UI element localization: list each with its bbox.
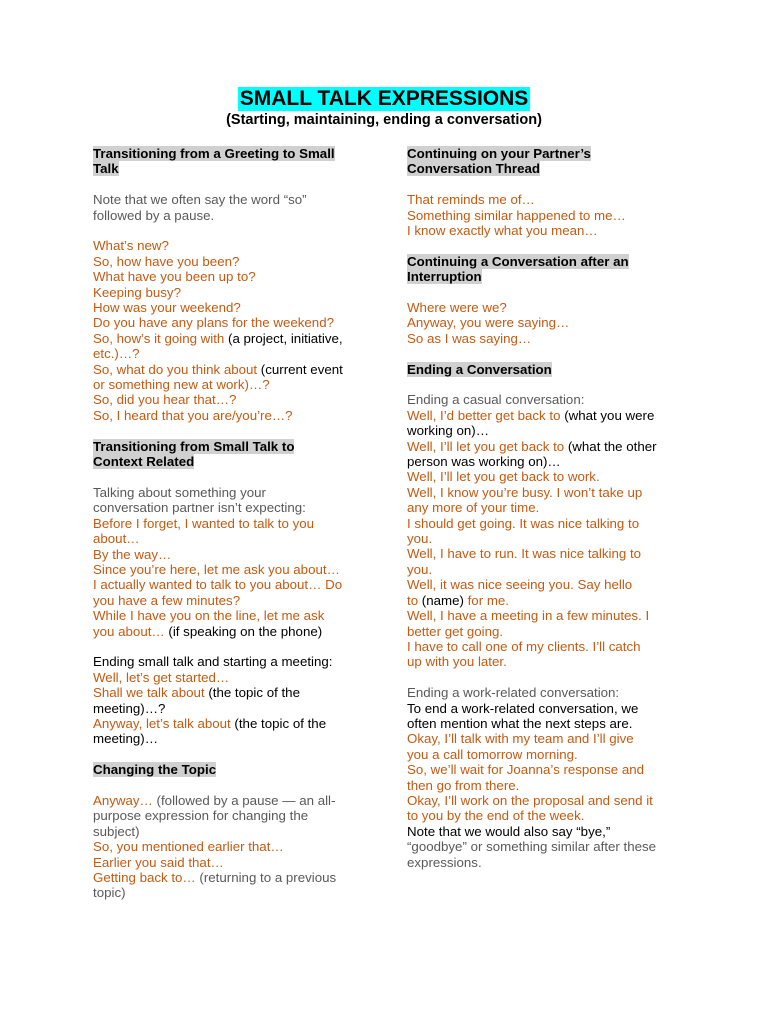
expression: Well, I’d better get back to <box>407 407 561 423</box>
expression-line <box>93 685 365 700</box>
expression: I have to call one of my clients. I’ll catch <box>407 638 641 654</box>
expression-note: (returning to a previous <box>195 869 337 885</box>
expression-line <box>407 439 683 454</box>
expression-note: (the topic of the <box>204 685 300 701</box>
expression-note: (name) <box>418 592 468 608</box>
expression: I know exactly what you mean… <box>407 223 598 239</box>
expression: Well, it was nice seeing you. Say hello <box>407 577 633 593</box>
expression: How was your weekend? <box>93 300 241 316</box>
expression: Well, I have to run. It was nice talking to <box>407 546 642 562</box>
expression: Before I forget, I wanted to talk to you <box>93 515 315 531</box>
title-wrap <box>0 87 768 111</box>
heading-line: Changing the Topic <box>93 762 217 778</box>
expression: Well, I’ll let you get back to <box>407 438 565 454</box>
expression-note: (if speaking on the phone) <box>164 623 323 639</box>
note-line: Note that we would also say “bye,” <box>407 823 611 839</box>
expression: Earlier you said that… <box>93 854 224 870</box>
expression: Anyway, you were saying… <box>407 315 570 331</box>
section-partner-thread <box>407 146 683 238</box>
section-after-interruption <box>407 254 683 346</box>
expression-line <box>93 870 365 885</box>
expression: for me. <box>467 592 509 608</box>
section-changing-topic <box>93 762 365 901</box>
expression-line <box>93 716 365 731</box>
expression-line <box>93 331 365 346</box>
expression-line <box>93 793 365 808</box>
note-line: often mention what the next steps are. <box>407 715 633 731</box>
expression: Keeping busy? <box>93 284 181 300</box>
expression-note: (a project, initiative, <box>224 330 343 346</box>
note-line: To end a work-related conversation, we <box>407 700 639 716</box>
expression-note: meeting)…? <box>93 700 166 716</box>
expression-line <box>93 624 365 639</box>
section-greeting-to-small-talk <box>93 146 365 423</box>
expression: you about… <box>93 623 165 639</box>
expression-note: (what the other <box>564 438 657 454</box>
expression: you a call tomorrow morning. <box>407 746 578 762</box>
expression: So, how’s it going with <box>93 330 225 346</box>
expression-note: subject) <box>93 823 140 839</box>
heading-line: Continuing on your Partner’s <box>407 146 591 161</box>
expression: to <box>407 592 419 608</box>
section-heading <box>93 762 365 777</box>
expression: So, how have you been? <box>93 253 240 269</box>
expression: Well, I’ll let you get back to work. <box>407 469 600 485</box>
heading-line: Transitioning from a Greeting to Small <box>93 146 335 161</box>
note-line: followed by a pause. <box>93 207 215 223</box>
expression: Where were we? <box>407 300 507 316</box>
expression: etc.)…? <box>93 346 140 362</box>
note-line: Talking about something your <box>93 484 266 500</box>
right-column <box>407 146 683 885</box>
expression: about… <box>93 531 140 547</box>
section-heading <box>93 146 365 177</box>
expression: then go from there. <box>407 777 520 793</box>
expression-note: (the topic of the <box>230 715 327 731</box>
expression-note: (current event <box>257 361 343 377</box>
expression-line <box>407 593 683 608</box>
expression: So, we’ll wait for Joanna’s response and <box>407 762 645 778</box>
page-subtitle: (Starting, maintaining, ending a conversation) <box>226 112 542 128</box>
expression: Something similar happened to me… <box>407 207 626 223</box>
note-line: Ending a work-related conversation: <box>407 685 620 701</box>
expression-note: working on)… <box>407 423 490 439</box>
expression: While I have you on the line, let me ask <box>93 608 325 624</box>
expression: I should get going. It was nice talking to <box>407 515 640 531</box>
expression-note: (what you were <box>560 407 655 423</box>
expression: Since you’re here, let me ask you about… <box>93 561 340 577</box>
expression: So, what do you think about <box>93 361 258 377</box>
expression: Shall we talk about <box>93 685 205 701</box>
expression: Do you have any plans for the weekend? <box>93 315 334 331</box>
note-line: “goodbye” or something similar after these <box>407 839 657 855</box>
heading-line: Context Related <box>93 454 195 470</box>
section-small-talk-to-context <box>93 439 365 747</box>
heading-line: Conversation Thread <box>407 161 540 177</box>
heading-line: Interruption <box>407 269 482 285</box>
expression: or something new at work)…? <box>93 377 270 393</box>
expression: Well, I know you’re busy. I won’t take up <box>407 484 643 500</box>
expression-line <box>407 408 683 423</box>
expression-note: person was working on)… <box>407 454 561 470</box>
expression-note: meeting)… <box>93 731 159 747</box>
left-column <box>93 146 365 916</box>
expression: you. <box>407 531 433 547</box>
expression: you have a few minutes? <box>93 592 241 608</box>
expression: Anyway, let’s talk about <box>93 715 231 731</box>
expression: What have you been up to? <box>93 269 256 285</box>
note-line: conversation partner isn’t expecting: <box>93 500 306 516</box>
expression: Well, let’s get started… <box>93 669 230 685</box>
section-heading <box>407 362 683 377</box>
expression: any more of your time. <box>407 500 540 516</box>
section-ending-conversation <box>407 362 683 870</box>
expression: So, did you hear that…? <box>93 392 237 408</box>
note-line: Note that we often say the word “so” <box>93 192 307 208</box>
section-heading <box>407 254 683 285</box>
note-line: Ending small talk and starting a meeting: <box>93 654 333 670</box>
expression: I actually wanted to talk to you about… Do <box>93 577 343 593</box>
expression: to you by the end of the week. <box>407 808 585 824</box>
heading-line: Talk <box>93 161 119 177</box>
expression: up with you later. <box>407 654 507 670</box>
expression-note: (followed by a pause — an all- <box>152 792 336 808</box>
expression: Okay, I’ll work on the proposal and send it <box>407 792 653 808</box>
expression: you. <box>407 561 433 577</box>
expression: By the way… <box>93 546 172 562</box>
section-heading <box>407 146 683 177</box>
expression-note: purpose expression for changing the <box>93 808 309 824</box>
expression: What’s new? <box>93 238 169 254</box>
expression-note: topic) <box>93 885 126 901</box>
expression: So as I was saying… <box>407 330 532 346</box>
heading-line: Continuing a Conversation after an <box>407 253 629 269</box>
note-line: Ending a casual conversation: <box>407 392 585 408</box>
expression: better get going. <box>407 623 504 639</box>
expression: So, you mentioned earlier that… <box>93 839 284 855</box>
heading-line: Transitioning from Small Talk to <box>93 438 295 454</box>
expression: Getting back to… <box>93 869 196 885</box>
expression-line <box>93 362 365 377</box>
section-heading <box>93 439 365 470</box>
page-title: SMALL TALK EXPRESSIONS <box>239 87 529 110</box>
expression: That reminds me of… <box>407 192 535 208</box>
expression: Okay, I’ll talk with my team and I’ll give <box>407 731 634 747</box>
expression: Anyway… <box>93 792 153 808</box>
heading-line: Ending a Conversation <box>407 361 552 377</box>
note-line: expressions. <box>407 854 482 870</box>
expression: So, I heard that you are/you’re…? <box>93 407 293 423</box>
expression: Well, I have a meeting in a few minutes. I <box>407 608 650 624</box>
